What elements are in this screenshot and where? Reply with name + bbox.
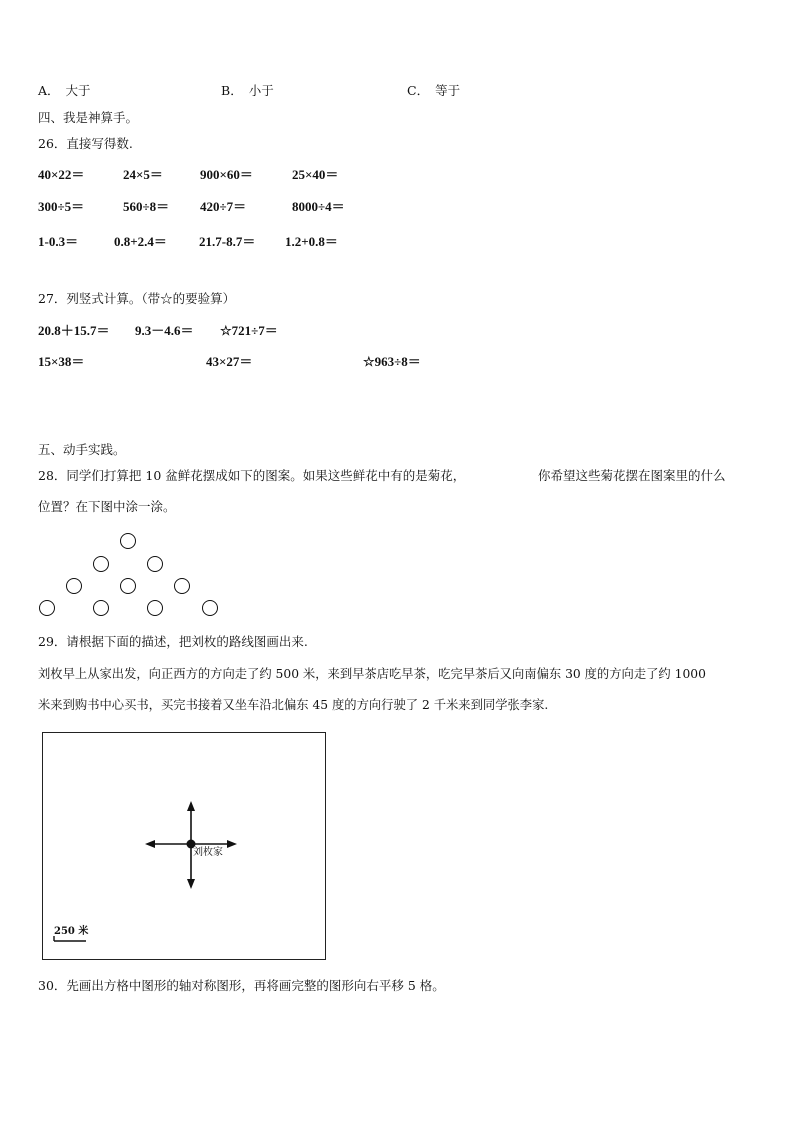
q26-item: 0.8+2.4＝ xyxy=(114,234,167,249)
q26-item: 40×22＝ xyxy=(38,167,85,182)
flower-circle[interactable] xyxy=(39,600,55,616)
q29-line2: 米来到购书中心买书，买完书接着又坐车沿北偏东 45 度的方向行驶了 2 千米来到同学张李家. xyxy=(38,698,549,712)
home-label: 刘枚家 xyxy=(193,847,223,858)
flower-circle[interactable] xyxy=(66,578,82,594)
q29-line1: 刘枚早上从家出发，向正西方的方向走了约 500 米，来到早茶店吃早茶，吃完早茶后又向南偏东 30 度的方向走了约 1000 xyxy=(38,667,706,681)
flower-circle[interactable] xyxy=(120,533,136,549)
route-map[interactable] xyxy=(42,732,326,960)
q27-item: 20.8＋15.7＝ xyxy=(38,323,110,338)
flower-circle[interactable] xyxy=(93,600,109,616)
flower-circle[interactable] xyxy=(147,556,163,572)
q27-item: 9.3－4.6＝ xyxy=(135,323,194,338)
q26-item: 420÷7＝ xyxy=(200,199,247,214)
q28-line1a: 28．同学们打算把 10 盆鲜花摆成如下的图案。如果这些鲜花中有的是菊花， xyxy=(38,468,466,483)
flower-circle[interactable] xyxy=(93,556,109,572)
q26-item: 8000÷4＝ xyxy=(292,199,345,214)
q27-item: 15×38＝ xyxy=(38,354,85,369)
q27-item: 43×27＝ xyxy=(206,354,253,369)
section-4-title: 四、我是神算手。 xyxy=(38,110,139,125)
q28-line2: 位置？在下图中涂一涂。 xyxy=(38,499,176,514)
scale-label: 250 米 xyxy=(54,926,89,937)
q26-item: 24×5＝ xyxy=(123,167,163,182)
flower-circle[interactable] xyxy=(147,600,163,616)
q27-item: ☆721÷7＝ xyxy=(220,323,278,338)
q26-item: 300÷5＝ xyxy=(38,199,85,214)
q26-item: 1-0.3＝ xyxy=(38,234,79,249)
q26-title: 26．直接写得数. xyxy=(38,136,133,151)
q27-title: 27．列竖式计算。（带☆的要验算） xyxy=(38,291,236,306)
flower-circle[interactable] xyxy=(174,578,190,594)
q26-item: 560÷8＝ xyxy=(123,199,170,214)
flower-circle[interactable] xyxy=(202,600,218,616)
option-c: C． 等于 xyxy=(407,83,461,98)
q26-item: 1.2+0.8＝ xyxy=(285,234,338,249)
q26-item: 25×40＝ xyxy=(292,167,339,182)
q30-title: 30．先画出方格中图形的轴对称图形，再将画完整的图形向右平移 5 格。 xyxy=(38,978,445,993)
option-a: A． 大于 xyxy=(38,83,91,98)
q26-item: 21.7-8.7＝ xyxy=(199,234,256,249)
option-b: B． 小于 xyxy=(221,83,274,98)
q29-title: 29．请根据下面的描述，把刘枚的路线图画出来. xyxy=(38,634,308,649)
q26-item: 900×60＝ xyxy=(200,167,253,182)
flower-circle[interactable] xyxy=(120,578,136,594)
section-5-title: 五、动手实践。 xyxy=(38,442,126,457)
q28-line1b: 你希望这些菊花摆在图案里的什么 xyxy=(538,468,726,483)
q27-item: ☆963÷8＝ xyxy=(363,354,421,369)
